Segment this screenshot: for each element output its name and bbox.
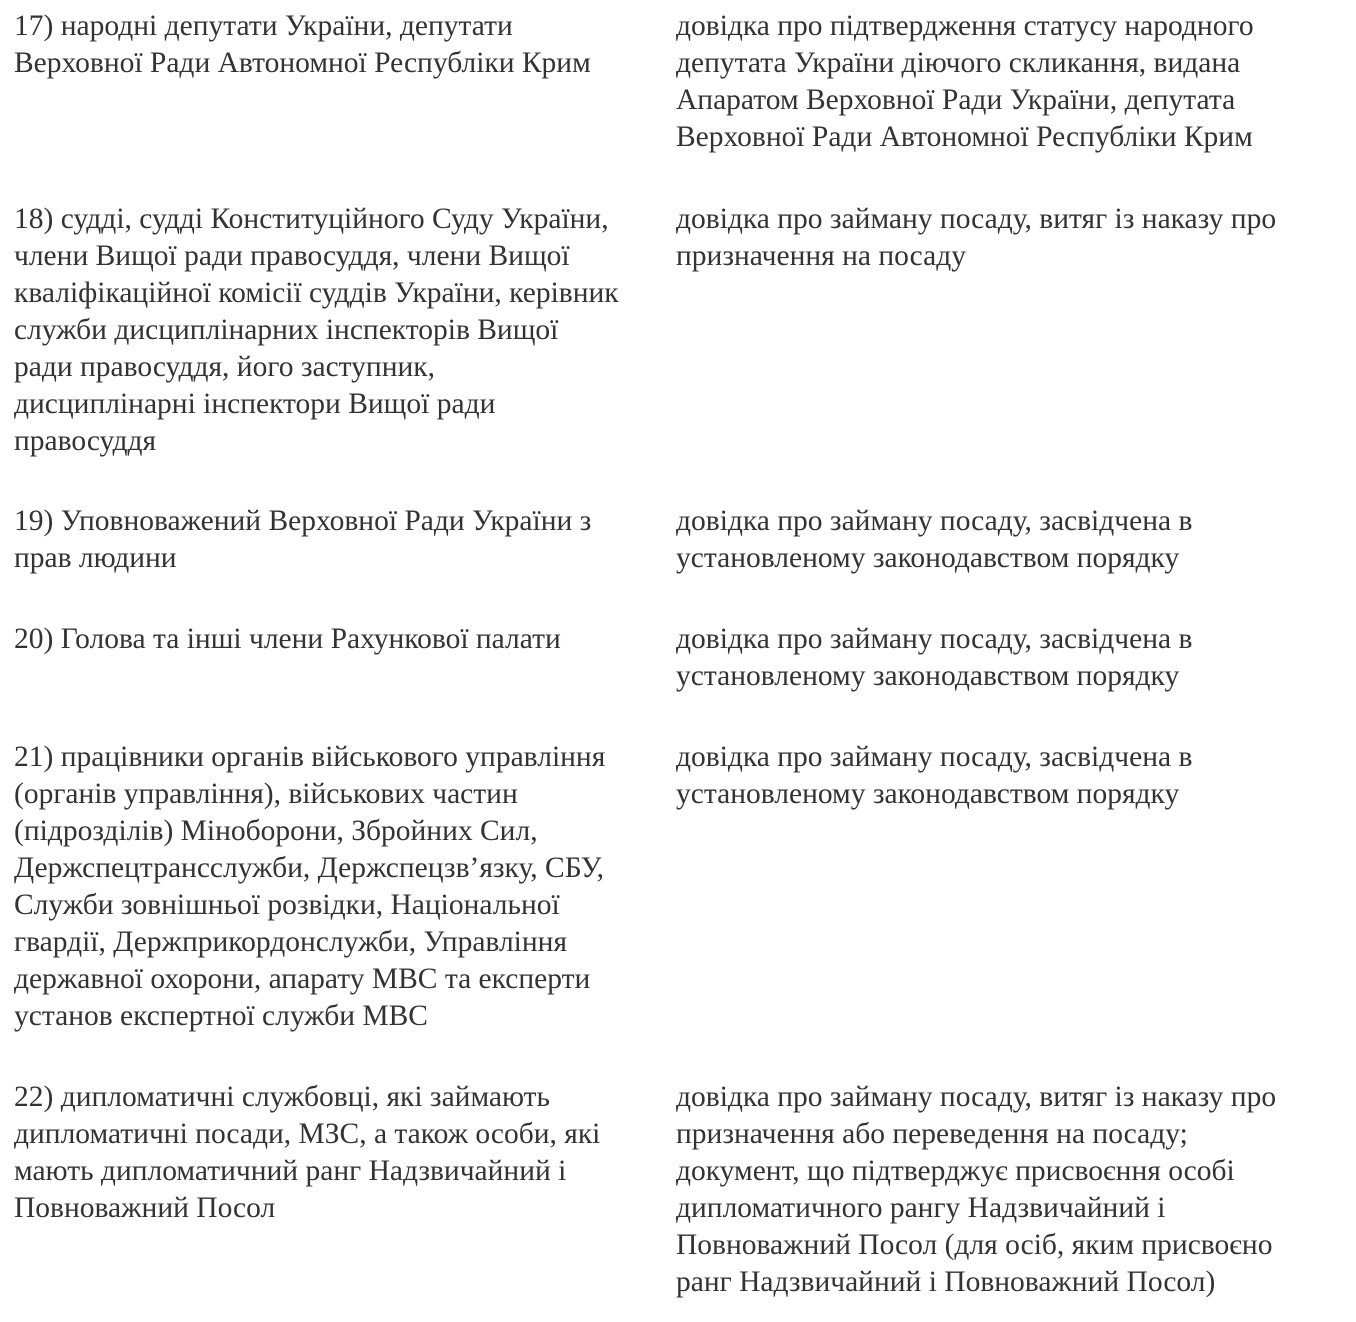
category-cell <box>14 1079 674 1227</box>
category-cell <box>14 201 674 460</box>
text-line: довідка про займану посаду, засвідчена в <box>676 741 1193 773</box>
text-line: мають дипломатичний ранг Надзвичайний і <box>14 1155 567 1187</box>
text-line: довідка про займану посаду, витяг із наказу про <box>676 1081 1277 1113</box>
text-line: ради правосуддя, його заступник, <box>14 351 435 383</box>
text-line: правосуддя <box>14 425 157 457</box>
text-line: (органів управління), військових частин <box>14 778 518 810</box>
text-line: Держспецтрансслужби, Держспецзв’язку, СБУ, <box>14 852 605 884</box>
text-line: Повноважний Посол (для осіб, яким присвоєно <box>676 1229 1273 1261</box>
text-line: 21) працівники органів військового управління <box>14 741 606 773</box>
category-cell <box>14 621 674 658</box>
text-line: члени Вищої ради правосуддя, члени Вищої <box>14 240 570 272</box>
category-cell <box>14 503 674 577</box>
document-cell <box>676 8 1348 156</box>
text-line: державної охорони, апарату МВС та експерти <box>14 963 591 995</box>
text-line: Верховної Ради Автономної Республіки Крим <box>14 47 591 79</box>
text-line: призначення на посаду <box>676 240 966 272</box>
text-line: установ експертної служби МВС <box>14 1000 428 1032</box>
document-cell <box>676 503 1348 577</box>
text-line: прав людини <box>14 542 177 574</box>
text-line: 22) дипломатичні службовці, які займають <box>14 1081 551 1113</box>
text-line: довідка про займану посаду, засвідчена в <box>676 505 1193 537</box>
text-line: установленому законодавством порядку <box>676 660 1180 692</box>
document-cell <box>676 739 1348 813</box>
text-line: документ, що підтверджує присвоєння особі <box>676 1155 1235 1187</box>
text-line: призначення або переведення на посаду; <box>676 1118 1188 1150</box>
text-line: Верховної Ради Автономної Республіки Крим <box>676 121 1253 153</box>
category-cell <box>14 739 674 1035</box>
text-line: довідка про підтвердження статусу народного <box>676 10 1254 42</box>
document-cell <box>676 201 1348 275</box>
text-line: ранг Надзвичайний і Повноважний Посол) <box>676 1266 1216 1298</box>
text-line: дипломатичного рангу Надзвичайний і <box>676 1192 1166 1224</box>
text-line: 20) Голова та інші члени Рахункової палати <box>14 623 561 655</box>
text-line: Апаратом Верховної Ради України, депутата <box>676 84 1236 116</box>
text-line: 19) Уповноважений Верховної Ради України з <box>14 505 592 537</box>
text-line: дисциплінарні інспектори Вищої ради <box>14 388 496 420</box>
text-line: 17) народні депутати України, депутати <box>14 10 513 42</box>
document-cell <box>676 621 1348 695</box>
text-line: установленому законодавством порядку <box>676 542 1180 574</box>
category-cell <box>14 8 674 82</box>
text-line: служби дисциплінарних інспекторів Вищої <box>14 314 559 346</box>
text-line: кваліфікаційної комісії суддів України, керівник <box>14 277 619 309</box>
document-cell <box>676 1079 1348 1301</box>
text-line: гвардії, Держприкордонслужби, Управління <box>14 926 568 958</box>
text-line: Повноважний Посол <box>14 1192 276 1224</box>
text-line: довідка про займану посаду, засвідчена в <box>676 623 1193 655</box>
text-line: дипломатичні посади, МЗС, а також особи, які <box>14 1118 601 1150</box>
text-line: Служби зовнішньої розвідки, Національної <box>14 889 560 921</box>
text-line: установленому законодавством порядку <box>676 778 1180 810</box>
text-line: депутата України діючого скликання, видана <box>676 47 1241 79</box>
text-line: довідка про займану посаду, витяг із наказу про <box>676 203 1277 235</box>
text-line: (підрозділів) Міноборони, Збройних Сил, <box>14 815 538 847</box>
text-line: 18) судді, судді Конституційного Суду України, <box>14 203 609 235</box>
